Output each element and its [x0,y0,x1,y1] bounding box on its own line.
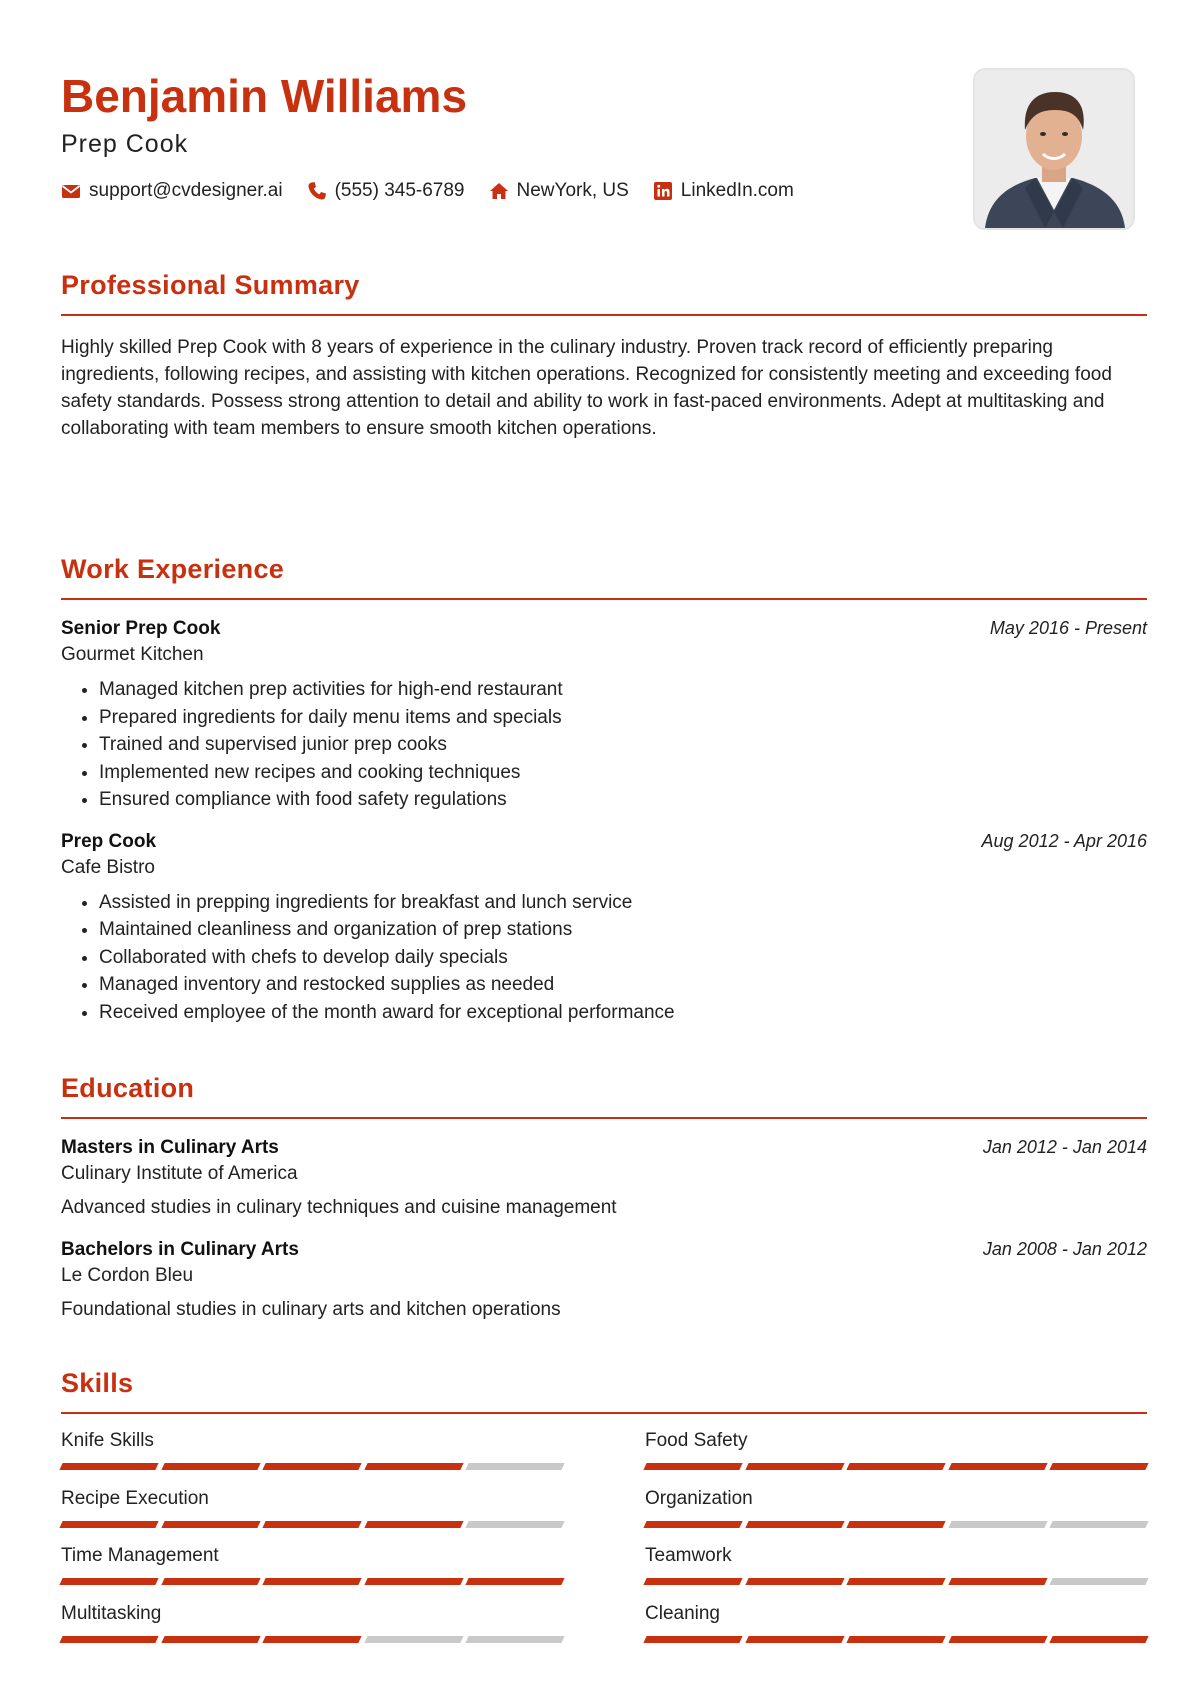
education-description: Foundational studies in culinary arts and kitchen operations [61,1299,561,1320]
skill-item [645,1601,1147,1659]
list-item: • Assisted in prepping ingredients for breakfast and lunch service [99,889,1147,917]
skill-level-segment-filled [161,1521,260,1528]
job-bullets [61,889,1147,1027]
education-dates: Jan 2012 - Jan 2014 [982,1137,1147,1157]
skill-level-bar [61,1578,563,1585]
degree-title: Masters in Culinary Arts [61,1137,279,1158]
skill-level-segment-filled [59,1578,158,1585]
skill-level-segment-filled [59,1636,158,1643]
avatar [975,70,1133,228]
section-divider [61,314,1147,316]
list-item: • Received employee of the month award for exceptional performance [99,999,1147,1027]
job-company: Gourmet Kitchen [61,644,204,665]
job-entry [61,829,1147,1027]
job-dates: Aug 2012 - Apr 2016 [981,830,1147,851]
skill-level-segment-filled [745,1521,844,1528]
skill-level-segment-filled [161,1636,260,1643]
skill-level-segment-filled [745,1636,844,1643]
skill-item [61,1543,563,1601]
skill-name: Time Management [61,1545,219,1566]
skill-level-segment-filled [846,1521,945,1528]
skill-level-segment-filled [846,1636,945,1643]
skills-heading: Skills [61,1368,134,1398]
skill-level-segment-empty [465,1521,564,1528]
skill-level-segment-filled [59,1463,158,1470]
skill-level-bar [645,1578,1147,1585]
education-entry [61,1237,1147,1323]
skills-grid [61,1428,1147,1658]
section-divider [61,1117,1147,1119]
job-title: Prep Cook [61,830,157,852]
experience-section [61,552,1147,1026]
skill-item [61,1486,563,1544]
skill-level-bar [61,1463,563,1470]
contact-phone-text: (555) 345-6789 [334,180,465,201]
skill-level-segment-filled [364,1578,463,1585]
skill-level-segment-filled [745,1463,844,1470]
skill-level-bar [645,1463,1147,1470]
education-dates: Jan 2008 - Jan 2012 [982,1239,1147,1259]
skill-level-segment-filled [262,1463,361,1470]
skill-level-segment-filled [643,1578,742,1585]
contact-email[interactable] [61,180,283,202]
skill-item [645,1428,1147,1486]
skill-name: Food Safety [645,1430,748,1451]
skill-level-segment-filled [745,1578,844,1585]
job-bullets [61,676,1147,814]
contact-email-text: support@cvdesigner.ai [89,180,283,201]
skill-level-segment-empty [948,1521,1047,1528]
job-company: Cafe Bistro [61,856,155,878]
skill-level-segment-filled [465,1578,564,1585]
skill-name: Multitasking [61,1602,162,1624]
skill-level-bar [61,1521,563,1528]
skill-level-segment-empty [364,1636,463,1643]
skill-level-segment-filled [643,1636,742,1643]
skill-level-bar [645,1521,1147,1528]
contact-linkedin-text: LinkedIn.com [680,180,794,201]
contact-linkedin[interactable] [653,180,794,202]
list-item: • Implemented new recipes and cooking techniques [99,759,1147,787]
skill-level-segment-filled [262,1521,361,1528]
list-item: • Collaborated with chefs to develop daily specials [99,944,1147,972]
degree-title: Bachelors in Culinary Arts [61,1239,299,1260]
phone-icon [307,181,327,201]
skill-level-segment-filled [262,1578,361,1585]
skill-level-segment-filled [948,1463,1047,1470]
skill-item [61,1428,563,1486]
job-entry [61,616,1147,814]
skill-level-segment-empty [1049,1521,1148,1528]
linkedin-icon [653,181,673,201]
skill-item [645,1543,1147,1601]
skill-level-segment-filled [161,1578,260,1585]
list-item: • Ensured compliance with food safety regulations [99,786,1147,814]
skill-level-segment-filled [161,1463,260,1470]
list-item: • Trained and supervised junior prep cooks [99,731,1147,759]
skill-level-segment-filled [1049,1463,1148,1470]
school-name: Culinary Institute of America [61,1163,298,1184]
contact-phone[interactable] [307,180,465,202]
skill-level-segment-filled [364,1521,463,1528]
list-item: • Managed kitchen prep activities for high-end restaurant [99,676,1147,704]
skill-name: Recipe Execution [61,1487,209,1509]
contact-row [61,180,931,202]
skill-level-bar [61,1636,563,1643]
skill-level-segment-filled [59,1521,158,1528]
skill-level-segment-filled [262,1636,361,1643]
resume-header [61,68,931,202]
profile-photo [973,68,1135,230]
education-section [61,1071,1147,1323]
skill-item [61,1601,563,1659]
education-heading: Education [61,1073,195,1103]
skills-section [61,1366,1147,1658]
skill-level-segment-filled [643,1463,742,1470]
skill-level-segment-filled [1049,1636,1148,1643]
school-name: Le Cordon Bleu [61,1265,194,1286]
education-entry [61,1135,1147,1221]
skill-item [645,1486,1147,1544]
skill-name: Knife Skills [61,1430,154,1451]
skill-level-segment-empty [465,1636,564,1643]
candidate-title: Prep Cook [61,130,189,158]
skill-level-segment-filled [846,1578,945,1585]
skill-name: Teamwork [645,1545,732,1566]
skill-level-segment-filled [364,1463,463,1470]
job-title: Senior Prep Cook [61,618,221,639]
skill-level-bar [645,1636,1147,1643]
job-dates: May 2016 - Present [989,618,1147,638]
summary-text: Highly skilled Prep Cook with 8 years of experience in the culinary industry. Proven track record of efficiently preparing ingredients, following recipes, and assisting with kitchen operations. Recognized for consistently meeting and exceeding food safety standards. Possess strong attention to detail and ability to work in fast-paced environments. Adept at multitasking and collaborating with team members to ensure smooth kitchen operations. [61,337,1112,439]
list-item: • Maintained cleanliness and organization of prep stations [99,916,1147,944]
skill-level-segment-filled [846,1463,945,1470]
skill-level-segment-empty [465,1463,564,1470]
skill-name: Cleaning [645,1602,720,1624]
home-icon [489,181,509,201]
skill-level-segment-filled [643,1521,742,1528]
section-divider [61,598,1147,600]
skill-level-segment-empty [1049,1578,1148,1585]
skill-level-segment-filled [948,1578,1047,1585]
education-description: Advanced studies in culinary techniques and cuisine management [61,1197,617,1218]
list-item: • Managed inventory and restocked supplies as needed [99,971,1147,999]
skill-name: Organization [645,1487,753,1509]
contact-location-text: NewYork, US [516,180,629,201]
summary-heading: Professional Summary [61,270,360,300]
section-divider [61,1412,1147,1414]
skill-level-segment-filled [948,1636,1047,1643]
envelope-icon [61,181,81,201]
candidate-name: Benjamin Williams [61,70,468,122]
list-item: • Prepared ingredients for daily menu items and specials [99,704,1147,732]
summary-section [61,268,1147,442]
contact-location [489,180,629,202]
experience-heading: Work Experience [61,554,285,584]
